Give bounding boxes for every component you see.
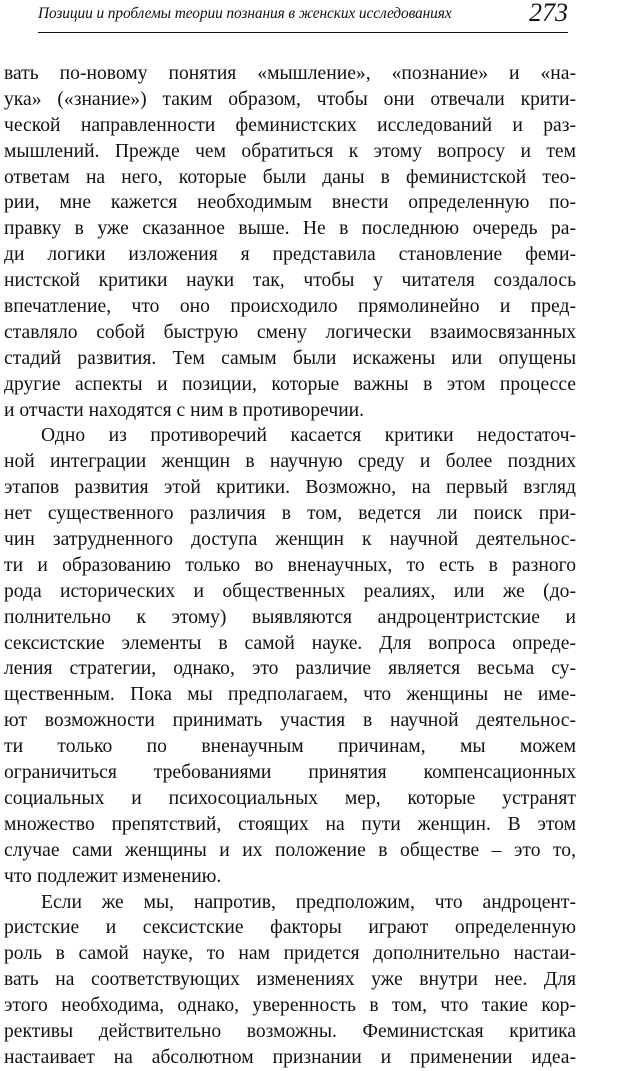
text-line: рективы действительно возможны. Феминистская критика <box>4 1020 576 1042</box>
text-line: рии, мне кажется необходимым внести определенную по- <box>4 192 576 214</box>
text-line: мышлений. Прежде чем обратиться к этому вопросу и тем <box>4 140 576 162</box>
text-line: социальных и психосоциальных мер, которые устранят <box>4 787 576 809</box>
text-line: другие аспекты и позиции, которые важны в этом процессе <box>4 373 576 395</box>
paragraph-3 <box>4 890 576 1071</box>
text-line: ограничиться требованиями принятия компенсационных <box>4 762 576 784</box>
text-line: впечатление, что оно происходило прямолинейно и пред- <box>4 296 576 318</box>
text-line: этого необходима, однако, уверенность в том, что такие кор- <box>4 995 576 1017</box>
text-line: стадий развития. Тем самым были искажены или опущены <box>4 347 576 369</box>
text-line: сексистские элементы в самой науке. Для вопроса опреде- <box>4 632 576 654</box>
text-line: ответам на него, которые были даны в феминистской тео- <box>4 166 576 188</box>
text-line: Одно из противоречий касается критики недостаточ- <box>41 425 576 447</box>
text-line: нет существенного различия в том, ведется ли поиск при- <box>4 503 576 525</box>
text-line: Если же мы, напротив, предположим, что андроцент- <box>41 891 576 913</box>
text-line: ческой направленности феминистских исследований и раз- <box>4 114 576 136</box>
text-line: правку в уже сказанное выше. Не в последнюю очередь ра- <box>4 218 576 240</box>
paragraph-2 <box>4 423 576 889</box>
running-title: Позиции и проблемы теории познания в женских исследованиях <box>38 5 452 22</box>
text-line: щественным. Пока мы предполагаем, что женщины не име- <box>4 684 576 706</box>
text-line: нистской критики науки так, чтобы у читателя создалось <box>4 270 576 292</box>
text-line: ука» («знание») таким образом, чтобы они отвечали крити- <box>4 88 576 110</box>
text-line: чин затрудненного доступа женщин к научной деятельнос- <box>4 529 576 551</box>
text-line: ют возможности принимать участия в научной деятельнос- <box>4 710 576 732</box>
text-line: ристские и сексистские факторы играют определенную <box>4 917 576 939</box>
text-line: роль в самой науке, то нам придется дополнительно настаи- <box>4 943 576 965</box>
text-line: полнительно к этому) выявляются андроцентристские и <box>4 606 576 628</box>
text-line: случае сами женщины и их положение в обществе – это то, <box>4 839 576 861</box>
text-line: множество препятствий, стоящих на пути женщин. В этом <box>4 813 576 835</box>
text-line: ления стратегии, однако, это различие является весьма су- <box>4 658 576 680</box>
paragraph-1 <box>4 61 576 423</box>
text-line: что подлежит изменению. <box>4 865 222 887</box>
text-line: этапов развития этой критики. Возможно, на первый взгляд <box>4 477 576 499</box>
text-line: рода исторических и общественных реалиях, или же (до- <box>4 580 576 602</box>
text-line: ти и образованию только во вненаучных, то есть в разного <box>4 554 576 576</box>
text-line: вать на соответствующих изменениях уже внутри нее. Для <box>4 969 576 991</box>
text-line: и отчасти находятся с ним в противоречии. <box>4 399 365 421</box>
body-text <box>4 61 576 1071</box>
text-line: ди логики изложения я представила становление феми- <box>4 244 576 266</box>
text-line: ной интеграции женщин в научную среду и более поздних <box>4 451 576 473</box>
text-line: ставляло собой быструю смену логически взаимосвязанных <box>4 321 576 343</box>
text-line: вать по-новому понятия «мышление», «познание» и «на- <box>4 63 576 84</box>
running-head <box>38 0 568 33</box>
page-number: 273 <box>529 0 568 27</box>
text-line: ти только по вненаучным причинам, мы можем <box>4 736 576 758</box>
text-line: настаивает на абсолютном признании и применении идеа- <box>4 1046 576 1068</box>
